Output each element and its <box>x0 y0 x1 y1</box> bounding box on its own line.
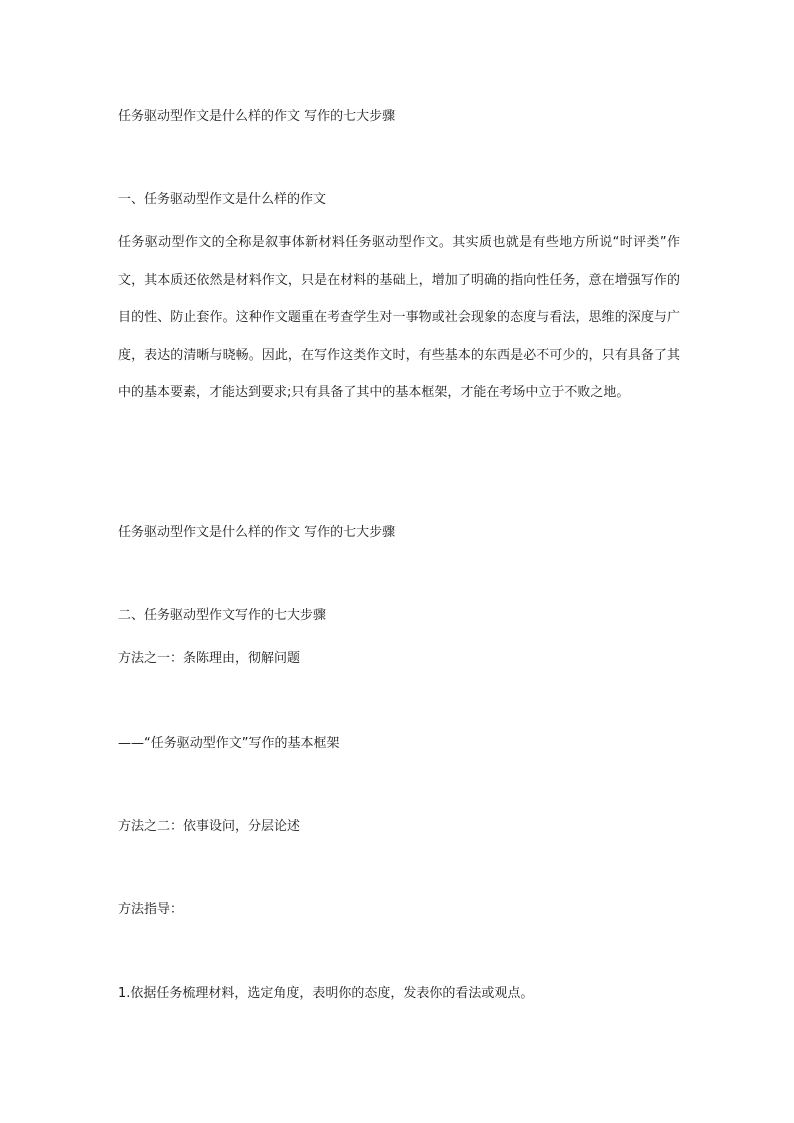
method-one: 方法之一：条陈理由，彻解问题 <box>118 651 301 666</box>
method-two: 方法之二：依事设问，分层论述 <box>118 819 301 834</box>
document-title: 任务驱动型作文是什么样的作文 写作的七大步骤 <box>118 109 396 124</box>
section-heading-2: 二、任务驱动型作文写作的七大步骤 <box>118 608 327 623</box>
body-paragraph-1: 任务驱动型作文的全称是叙事体新材料任务驱动型作文。其实质也就是有些地方所说“时评类”作文，其本质还依然是材料作文，只是在材料的基础上，增加了明确的指向性任务，意在增强写作的目的性、防止套作。这种作文题重在考查学生对一事物或社会现象的态度与看法，思维的深度与广度，表达的清晰与晓畅。因此，在写作这类作文时，有些基本的东西是必不可少的，只有具备了其中的基本要素，才能达到要求;只有具备了其中的基本框架，才能在考场中立于不败之地。 <box>118 235 680 401</box>
repeated-title: 任务驱动型作文是什么样的作文 写作的七大步骤 <box>118 525 396 540</box>
section-heading-1: 一、任务驱动型作文是什么样的作文 <box>118 192 327 207</box>
method-guide-label: 方法指导： <box>118 902 184 917</box>
guide-point-1: 1.依据任务梳理材料，选定角度，表明你的态度，发表你的看法或观点。 <box>118 986 534 1001</box>
framework-subtitle: ——“任务驱动型作文”写作的基本框架 <box>118 736 340 751</box>
